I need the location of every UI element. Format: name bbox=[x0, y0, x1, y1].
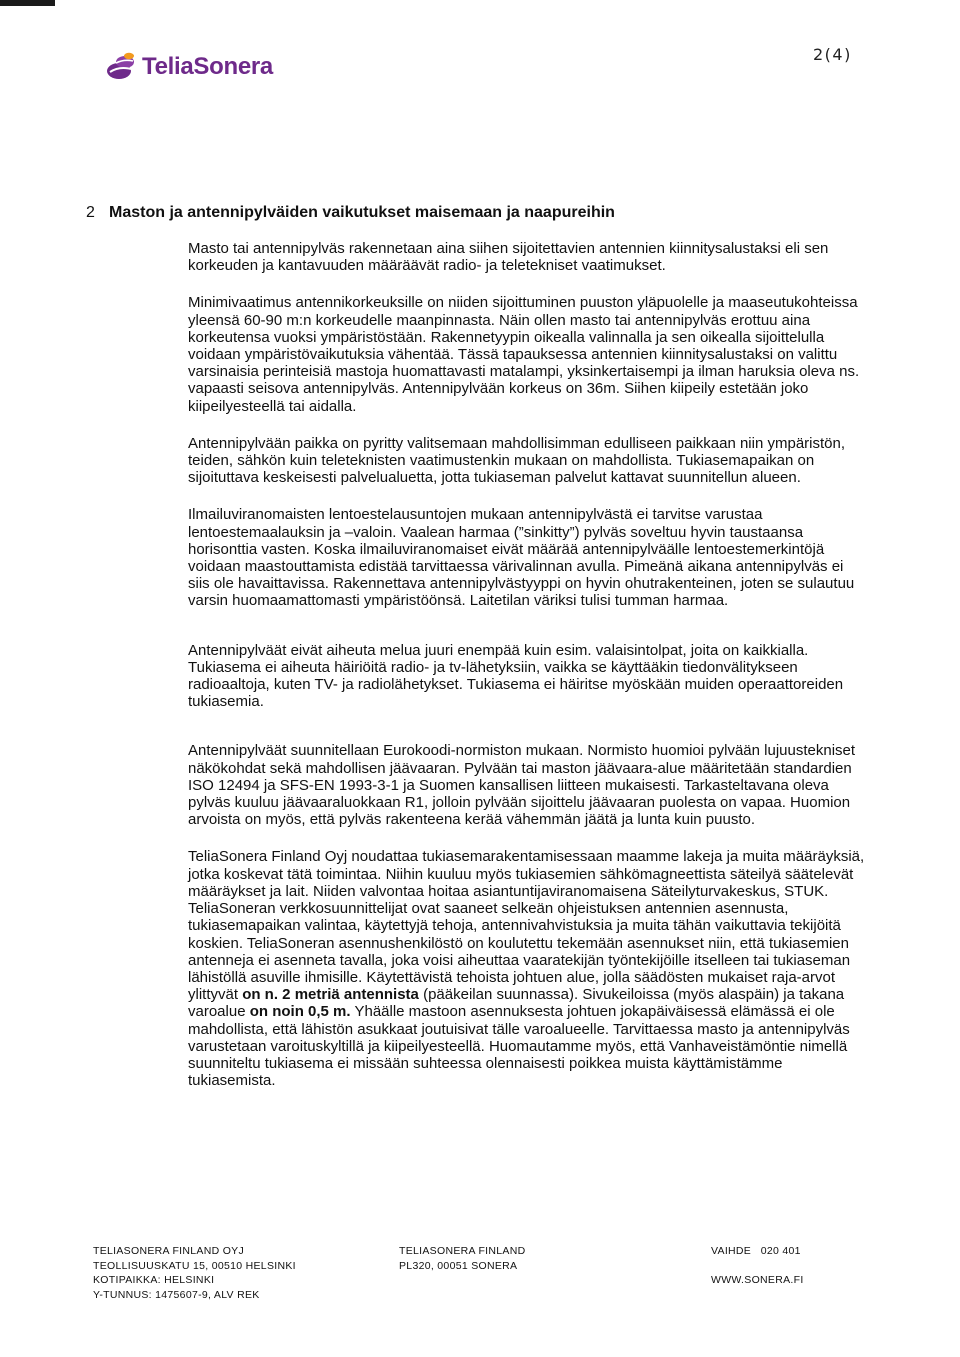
company-logo bbox=[104, 50, 273, 84]
footer-postal-info bbox=[399, 1244, 525, 1273]
section-title: Maston ja antennipylväiden vaikutukset maisemaan ja naapureihin bbox=[109, 204, 615, 221]
logo-text: TeliaSonera bbox=[142, 53, 273, 80]
paragraph-text: TeliaSonera Finland Oyj noudattaa tukiasemarakentamisessaan maamme lakeja ja muita määräyksiä, jotka koskevat tätä toimintaa. Niihin kuuluu myös tukiasemien sähkömagneettista säteilyä säätelevät määräykset ja lait. Niiden valvontaa hoitaa asiantuntijaviranomaisena Säteilyturvakeskus, STUK. TeliaSoneran verkkosuunnittelijat ovat saaneet selkeän ohjeistuksen antennien asennusta, tukiasemapaikan valintaa, käytettyjä tehoja, antennivahvistuksia ja muita tähän vaikuttavia tekijöitä koskien. TeliaSoneran asennushenkilöstö on koulutettu tekemään asennukset niin, että tukiasemien antenneja ei asenneta tavalla, joka voisi aiheuttaa vaaratekijän työntekijöille itselleen tai tukiaseman lähistöllä asuville ihmisille. Käytettävistä tehoista johtuen alue, jolla säädösten mukaiset raja-arvot ylittyvät bbox=[188, 848, 865, 1004]
footer-contact-info bbox=[711, 1244, 804, 1288]
paragraph-text: Yhäälle mastoon asennuksesta johtuen jokapäiväisessä elämässä ei ole mahdollista, että lähistön asukkaat joutuisivat tälle varoalueelle. Tarvittaessa masto ja antennipylväs varustetaan varoituskyltillä ja kiipeilyesteellä. Huomautamme myös, että Vanhaveistämöntie nimellä suunniteltu tukiasema ei missään suhteessa olennaisesti poikkea muista käyttämistämme tukiasemista. bbox=[188, 1003, 850, 1090]
paragraph: Ilmailuviranomaisten lentoestelausuntojen mukaan antennipylvästä ei tarvitse varustaa lentoestemaalauksin ja –valoin. Vaalean harmaa (”sinkitty”) pylväs soveltuu hyvin taustaansa horisonttia vasten. Koska ilmailuviranomaiset eivät määrää antennipylväälle lentoestemerkintöjä voidaan maastouttamista edistää tarvittaessa värivalinnan avulla. Pimeänä aikana antennipylväs ei siis ole havaittavissa. Rakennettava antennipylvästyyppi on hyvin ohutrakenteinen, joten se sulautuu varsin huomaamattomasti ympäristöönsä. Laitetilan väriksi tulisi tumman harmaa. bbox=[188, 506, 855, 610]
paragraph: Antennipylväät suunnitellaan Eurokoodi-normiston mukaan. Normisto huomioi pylvään lujuustekniset näkökohdat sekä mahdollisen jäävaaran. Pylvään tai maston jäävaara-alue määritetään standardien ISO 12494 ja SFS-EN 1993-3-1 ja Suomen kansallisen liitteen mukaisesti. Tarkasteltavana oleva pylväs kuuluu jäävaaraluokkaan R1, jolloin pylvään sijoittelu jäävaaran puolesta on vapaa. Huomion arvoista on myös, että pylväs rakenteena kerää vähemmän jäätä ja lunta kuin puusto. bbox=[188, 742, 856, 829]
scan-edge-mark bbox=[0, 0, 55, 6]
footer-line: Y-TUNNUS: 1475607-9, ALV REK bbox=[93, 1288, 260, 1301]
page-number: 2(4) bbox=[813, 45, 852, 64]
footer-website: WWW.SONERA.FI bbox=[711, 1274, 804, 1286]
emphasis-distance: on n. 2 metriä antennista bbox=[242, 986, 419, 1004]
paragraph: Antennipylväät eivät aiheuta melua juuri enempää kuin esim. valaisintolpat, joita on kaikkialla. Tukiasema ei aiheuta häiriöitä radio- ja tv-lähetyksiin, vaikka se käyttääkin tiedonvälitykseen radioaaltoja, kuten TV- ja radiolähetykset. Tukiasema ei häiritse myöskään muiden operaattoreiden tukiasemia. bbox=[188, 641, 844, 711]
paragraph: Antennipylvään paikka on pyritty valitsemaan mahdollisimman edulliseen paikkaan niin ympäristön, teiden, sähkön kuin teleteknisten vaatimustenkin mukaan on mahdollista. Tukiasemapaikan on sijoituttava keskeisesti palvelualuetta, jotta tukiaseman palvelut kattavat suunnitellun alueen. bbox=[188, 434, 846, 487]
paragraph-final bbox=[188, 848, 866, 1089]
paragraph: Minimivaatimus antennikorkeuksille on niiden sijoittuminen puuston yläpuolelle ja maaseutukohteissa yleensä 60-90 m:n korkeudelle maanpinnasta. Näin ollen masto tai antennipylväs erottuu aina korkeutensa vuoksi ympäristöstään. Rakennetyypin oikealla valinnalla ja sen oikealla sijoittelulla voidaan ympäristövaikutuksia vähentää. Tässä tapauksessa antennien kiinnitysalustaksi on valittu varsinaisia perinteisiä mastoja huomattavasti matalampi, yksinkertaisempi ja ilman haruksia oleva ns. vapaasti seisova antennipylväs. Antennipylvään korkeus on 36m. Siihen kiipeily estetään joko kiipeilyesteellä tai aidalla. bbox=[188, 294, 860, 415]
paragraph: Masto tai antennipylväs rakennetaan aina siihen sijoitettavien antennien kiinnitysalustaksi eli sen korkeuden ja kantavuuden määräävät radio- ja teletekniset vaatimukset. bbox=[188, 240, 829, 275]
footer-company-info bbox=[93, 1244, 296, 1302]
footer-phone: VAIHDE 020 401 bbox=[711, 1245, 801, 1257]
emphasis-distance: on noin 0,5 m. bbox=[249, 1003, 351, 1021]
footer-line: TELIASONERA FINLAND bbox=[399, 1245, 526, 1257]
footer-line: PL320, 00051 SONERA bbox=[399, 1259, 518, 1272]
footer-line: KOTIPAIKKA: HELSINKI bbox=[93, 1274, 215, 1286]
document-body bbox=[188, 240, 866, 1109]
paragraph-text: (pääkeilan suunnassa). Sivukeiloissa (myös alaspäin) ja takana varoalue bbox=[188, 986, 845, 1021]
footer-line: TELIASONERA FINLAND OYJ bbox=[93, 1245, 245, 1257]
footer-line: TEOLLISUUSKATU 15, 00510 HELSINKI bbox=[93, 1259, 296, 1272]
section-number: 2 bbox=[86, 204, 95, 221]
footer-spacer bbox=[711, 1259, 804, 1274]
teliasonera-pebble-icon bbox=[104, 50, 138, 84]
